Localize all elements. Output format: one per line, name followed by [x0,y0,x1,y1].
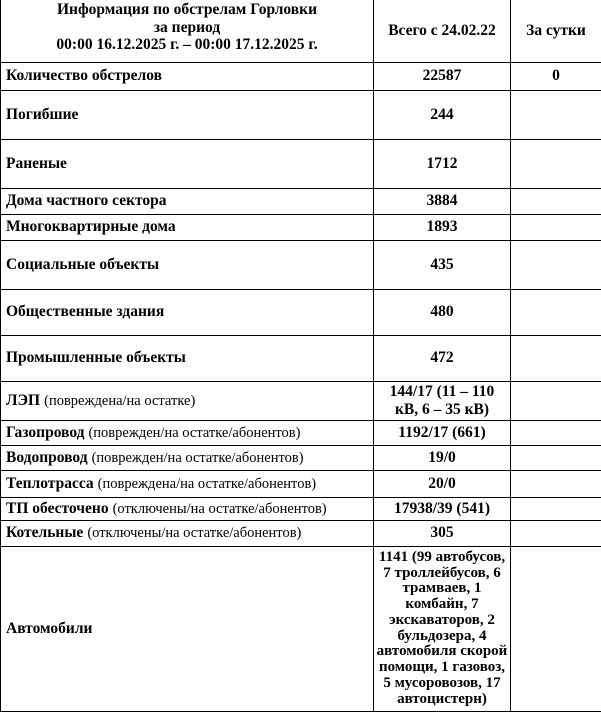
row-label-note: (отключены/на остатке/абонентов) [113,501,327,517]
row-label-cell [1,214,374,240]
row-label-cell [1,188,374,214]
row-label: Котельные [6,524,83,541]
row-total-value: 3884 [374,188,511,214]
row-label-cell [1,62,374,90]
table-row [1,381,601,420]
table-row [1,420,601,445]
row-label-cell [1,139,374,188]
row-total-value: 144/17 (11 – 110 кВ, 6 – 35 кВ) [374,381,511,420]
row-label: ТП обесточено [6,500,109,517]
row-total-value: 472 [374,335,511,381]
row-daily-value [511,420,601,445]
row-total-value: 22587 [374,62,511,90]
table-row [1,546,601,711]
row-daily-value [511,381,601,420]
row-label: Раненые [6,155,67,172]
row-daily-value [511,289,601,335]
report-title-line-2: за период [5,19,369,37]
row-daily-value [511,335,601,381]
row-label-note: (поврежден/на остатке/абонентов) [92,450,304,466]
column-header-total: Всего с 24.02.22 [374,0,511,62]
row-daily-value [511,90,601,139]
row-total-value: 480 [374,289,511,335]
row-label: Теплотрасса [6,475,94,492]
row-label-note: (повреждена/на остатке) [44,393,195,409]
table-row [1,497,601,520]
row-label: Водопровод [6,449,88,466]
row-label-note: (поврежден/на остатке/абонентов) [88,425,300,441]
row-label-cell [1,335,374,381]
row-label-cell [1,240,374,289]
row-label-cell [1,497,374,520]
row-label: Социальные объекты [6,256,159,273]
table-header-row [1,0,601,62]
row-daily-value [511,240,601,289]
table-row [1,520,601,546]
report-title-line-1: Информация по обстрелам Горловки [5,1,369,19]
table-row [1,240,601,289]
column-header-daily: За сутки [511,0,601,62]
row-label-cell [1,520,374,546]
row-label: Газопровод [6,424,84,441]
row-label: Количество обстрелов [6,67,162,84]
row-daily-value [511,188,601,214]
table-row [1,90,601,139]
row-total-value: 244 [374,90,511,139]
row-total-value: 19/0 [374,445,511,470]
row-daily-value [511,470,601,497]
table-row [1,335,601,381]
row-label-cell [1,470,374,497]
row-label-cell [1,420,374,445]
row-daily-value [511,445,601,470]
row-label: Промышленные объекты [6,349,186,366]
row-daily-value [511,546,601,711]
row-label-note: (отключены/на остатке/абонентов) [87,525,301,541]
row-label: Многоквартирные дома [6,218,176,235]
row-label: Общественные здания [6,303,164,320]
row-total-value: 1141 (99 автобусов, 7 троллейбусов, 6 трамваев, 1 комбайн, 7 экскаваторов, 2 бульдозера, 4 автомобиля скорой помощи, 1 газовоз, 5 мусоровозов, 17 автоцистерн) [374,546,511,711]
row-label-cell [1,289,374,335]
report-title-cell [1,0,374,62]
row-label-note: (повреждена/на остатке/абонентов) [98,476,316,492]
report-title-line-3: 00:00 16.12.2025 г. – 00:00 17.12.2025 г. [5,36,369,54]
row-label: ЛЭП [6,392,40,409]
table-row [1,445,601,470]
row-total-value: 435 [374,240,511,289]
row-label: Дома частного сектора [6,192,167,209]
row-total-value: 305 [374,520,511,546]
row-total-value: 20/0 [374,470,511,497]
table-row [1,214,601,240]
row-total-value: 1712 [374,139,511,188]
row-total-value: 1192/17 (661) [374,420,511,445]
table-row [1,139,601,188]
table-row [1,289,601,335]
row-label: Погибшие [6,106,78,123]
row-daily-value [511,497,601,520]
row-daily-value [511,214,601,240]
row-label: Автомобили [6,620,92,637]
row-label-cell [1,546,374,711]
table-row [1,470,601,497]
row-label-cell [1,381,374,420]
row-label-cell [1,445,374,470]
row-daily-value [511,139,601,188]
row-total-value: 1893 [374,214,511,240]
table-row [1,62,601,90]
row-daily-value [511,520,601,546]
row-total-value: 17938/39 (541) [374,497,511,520]
row-daily-value: 0 [511,62,601,90]
row-label-cell [1,90,374,139]
table-row [1,188,601,214]
